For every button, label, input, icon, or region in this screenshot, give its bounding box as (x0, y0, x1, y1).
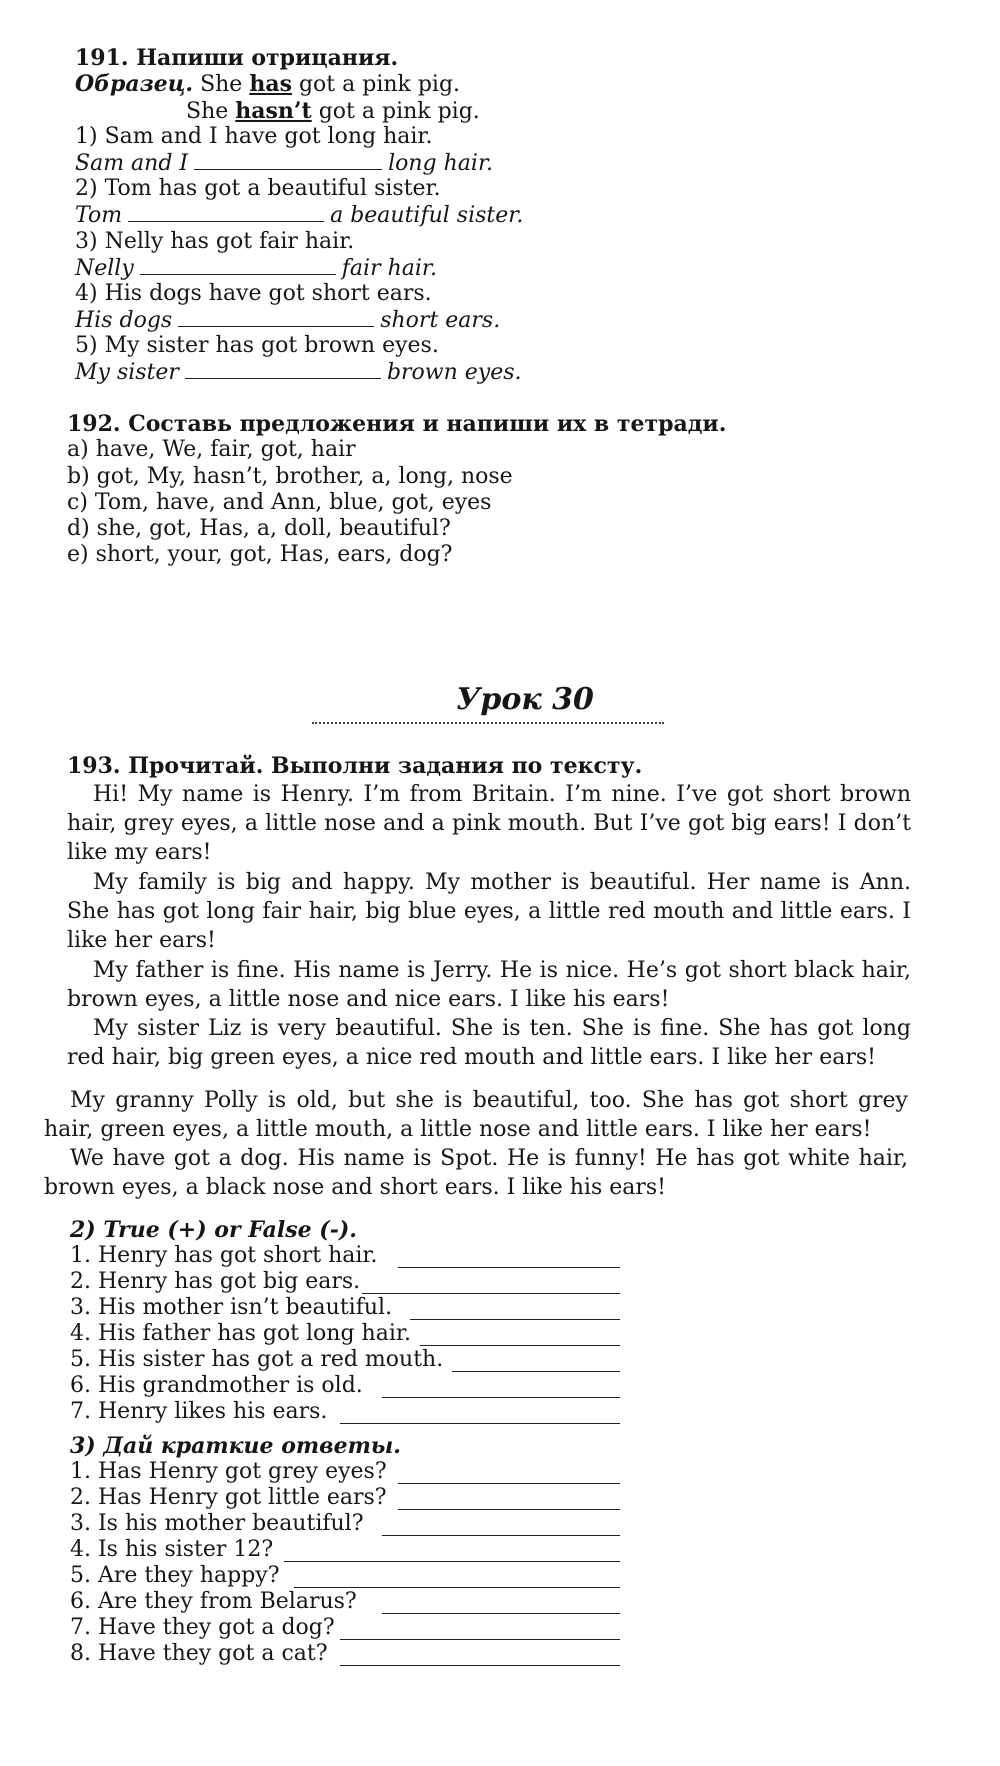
short-answer-blank[interactable] (382, 1612, 620, 1614)
true-false-title: 2) True (+) or False (-). (70, 1217, 357, 1243)
tf-item: 1. Henry has got short hair. (70, 1243, 378, 1268)
question-item: 4. Is his sister 12? (70, 1537, 274, 1562)
text-paragraph: My granny Polly is old, but she is beautiful, too. She has got short grey hair, green eyes, a little mouth, a little nose and little ears. I like her ears! (44, 1088, 908, 1142)
question-item: 8. Have they got a cat? (70, 1641, 328, 1666)
tf-item: 5. His sister has got a red mouth. (70, 1347, 444, 1372)
sample-a-post: got a pink pig. (291, 72, 461, 97)
question-item: 6. Are they from Belarus? (70, 1589, 357, 1614)
ex191-sample-b (186, 97, 480, 126)
short-answers-title: 3) Дай краткие ответы. (70, 1433, 401, 1459)
answer-blank[interactable] (185, 358, 381, 379)
item-end: brown eyes. (386, 360, 522, 385)
item-start: Nelly (75, 256, 134, 281)
short-answer-blank[interactable] (340, 1664, 620, 1666)
lesson-divider (312, 722, 664, 724)
tf-answer-blank[interactable] (452, 1370, 620, 1372)
item-start: My sister (75, 360, 179, 385)
question-item: 5. Are they happy? (70, 1563, 280, 1588)
text-paragraph: We have got a dog. His name is Spot. He is funny! He has got white hair, brown eyes, a black nose and short ears. I like his ears! (44, 1146, 908, 1200)
tf-answer-blank[interactable] (362, 1292, 620, 1294)
ex192-item: d) she, got, Has, a, doll, beautiful? (67, 516, 451, 541)
ex191-sample-a (75, 70, 460, 99)
ex191-item-4-sentence: 4) His dogs have got short ears. (75, 281, 432, 306)
sample-b-post: got a pink pig. (311, 99, 480, 124)
question-item: 2. Has Henry got little ears? (70, 1485, 387, 1510)
sample-a-pre: She (200, 72, 250, 97)
ex192-item: a) have, We, fair, got, hair (67, 437, 356, 462)
item-start: His dogs (75, 308, 173, 333)
ex191-item-2-sentence: 2) Tom has got a beautiful sister. (75, 176, 441, 201)
short-answer-blank[interactable] (340, 1638, 620, 1640)
ex192-item: c) Tom, have, and Ann, blue, got, eyes (67, 490, 492, 515)
text-paragraph: My sister Liz is very beautiful. She is ten. She is fine. She has got long red hair, big green eyes, a nice red mouth and little ears. I like her ears! (67, 1016, 911, 1070)
tf-item: 4. His father has got long hair. (70, 1321, 411, 1346)
answer-blank[interactable] (194, 149, 382, 170)
item-end: long hair. (388, 151, 494, 176)
item-end: short ears. (380, 308, 501, 333)
sample-b-pre: She (186, 99, 236, 124)
question-item: 3. Is his mother beautiful? (70, 1511, 364, 1536)
question-item: 7. Have they got a dog? (70, 1615, 335, 1640)
answer-blank[interactable] (140, 254, 336, 275)
sample-label: Образец. (75, 71, 194, 97)
item-start: Tom (75, 203, 123, 228)
tf-answer-blank[interactable] (340, 1422, 620, 1424)
ex191-item-4-answer (75, 306, 500, 335)
ex192-title: 192. Составь предложения и напиши их в тетради. (67, 411, 727, 437)
short-answer-blank[interactable] (284, 1560, 620, 1562)
answer-blank[interactable] (128, 201, 324, 222)
text-paragraph: Hi! My name is Henry. I’m from Britain. I’m nine. I’ve got short brown hair, grey eyes, a little nose and a pink mouth. But I’ve got big ears! I don’t like my ears! (67, 782, 911, 865)
tf-item: 7. Henry likes his ears. (70, 1399, 328, 1424)
ex191-item-1-sentence: 1) Sam and I have got long hair. (75, 124, 433, 149)
sample-b-underlined: hasn’t (235, 98, 312, 124)
question-item: 1. Has Henry got grey eyes? (70, 1459, 387, 1484)
ex192-item: e) short, your, got, Has, ears, dog? (67, 542, 453, 567)
tf-answer-blank[interactable] (420, 1344, 620, 1346)
ex193-title: 193. Прочитай. Выполни задания по тексту. (67, 753, 643, 779)
ex191-item-2-answer (75, 201, 523, 230)
text-paragraph: My family is big and happy. My mother is beautiful. Her name is Ann. She has got long fair hair, big blue eyes, a little red mouth and little ears. I like her ears! (67, 870, 911, 953)
item-start: Sam and I (75, 151, 189, 176)
ex191-item-5-sentence: 5) My sister has got brown eyes. (75, 333, 439, 358)
tf-item: 3. His mother isn’t beautiful. (70, 1295, 393, 1320)
short-answer-blank[interactable] (398, 1508, 620, 1510)
item-end: fair hair. (341, 256, 437, 281)
tf-answer-blank[interactable] (410, 1318, 620, 1320)
short-answer-blank[interactable] (382, 1534, 620, 1536)
sample-a-underlined: has (249, 71, 292, 97)
tf-answer-blank[interactable] (398, 1266, 620, 1268)
answer-blank[interactable] (178, 306, 374, 327)
ex191-item-1-answer (75, 149, 493, 178)
tf-item: 6. His grandmother is old. (70, 1373, 363, 1398)
lesson-title: Урок 30 (456, 682, 594, 717)
ex191-item-3-answer (75, 254, 437, 283)
tf-item: 2. Henry has got big ears. (70, 1269, 361, 1294)
text-paragraph: My father is fine. His name is Jerry. He is nice. He’s got short black hair, brown eyes, a little nose and nice ears. I like his ears! (67, 958, 911, 1012)
short-answer-blank[interactable] (398, 1482, 620, 1484)
ex191-item-3-sentence: 3) Nelly has got fair hair. (75, 229, 355, 254)
item-end: a beautiful sister. (330, 203, 524, 228)
ex192-item: b) got, My, hasn’t, brother, a, long, nose (67, 464, 513, 489)
ex191-title: 191. Напиши отрицания. (75, 45, 399, 71)
ex191-item-5-answer (75, 358, 522, 387)
tf-answer-blank[interactable] (382, 1396, 620, 1398)
